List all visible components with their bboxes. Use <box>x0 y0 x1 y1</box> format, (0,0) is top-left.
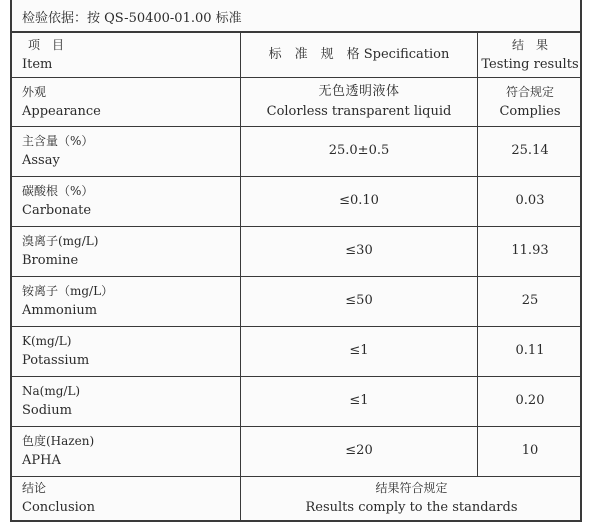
spec-cell: 25.0±0.5 <box>241 126 478 176</box>
test-basis: 检验依据：按 QS-50400-01.00 标准 <box>12 0 580 33</box>
item-cell <box>12 226 241 276</box>
item-cell <box>12 426 241 476</box>
table-row <box>12 226 582 276</box>
item-name-en: Assay <box>22 153 60 168</box>
table-row <box>12 276 582 326</box>
conclusion-text <box>241 476 583 520</box>
conclusion-row <box>12 476 582 520</box>
header-row <box>12 33 582 77</box>
result-cell: 25 <box>478 276 583 326</box>
item-cell <box>12 326 241 376</box>
test-report-sheet <box>10 0 582 522</box>
item-name-en: Appearance <box>22 103 101 119</box>
item-header-en: Item <box>22 56 53 72</box>
item-name-zh: 铵离子（mg/L） <box>22 284 114 298</box>
table-row <box>12 426 582 476</box>
item-cell <box>12 176 241 226</box>
item-name-zh: 碳酸根（%） <box>22 184 94 198</box>
table-row <box>12 326 582 376</box>
item-cell <box>12 126 241 176</box>
item-name-zh: Na(mg/L) <box>22 384 81 398</box>
result-cell: 0.03 <box>478 176 583 226</box>
result-header <box>478 33 583 77</box>
item-name-zh: 色度(Hazen) <box>22 434 95 448</box>
conclusion-label-zh: 结论 <box>22 481 47 496</box>
spec-cell <box>241 77 478 126</box>
spec-cell: ≤0.10 <box>241 176 478 226</box>
conclusion-text-zh: 结果符合规定 <box>375 481 448 496</box>
item-header <box>12 33 241 77</box>
spec-en: Colorless transparent liquid <box>266 103 452 119</box>
item-name-en: Potassium <box>22 353 90 368</box>
result-cell: 11.93 <box>478 226 583 276</box>
result-cell <box>478 77 583 126</box>
item-name-en: APHA <box>22 453 61 468</box>
item-header-zh: 项 目 <box>28 37 65 52</box>
result-en: Complies <box>499 103 561 119</box>
item-cell <box>12 376 241 426</box>
item-name-zh: K(mg/L) <box>22 334 72 348</box>
result-zh: 符合规定 <box>505 84 554 99</box>
result-cell: 0.11 <box>478 326 583 376</box>
spec-header: 标 准 规 格 Specification <box>241 33 478 77</box>
item-cell <box>12 276 241 326</box>
item-name-zh: 主含量（%） <box>22 134 94 148</box>
result-cell: 10 <box>478 426 583 476</box>
spec-cell: ≤1 <box>241 376 478 426</box>
result-cell: 25.14 <box>478 126 583 176</box>
item-name-en: Ammonium <box>22 303 98 318</box>
results-table <box>12 33 582 520</box>
spec-cell: ≤1 <box>241 326 478 376</box>
item-name-en: Bromine <box>22 253 79 268</box>
conclusion-text-en: Results comply to the standards <box>305 500 518 516</box>
table-row <box>12 77 582 126</box>
spec-cell: ≤50 <box>241 276 478 326</box>
result-header-zh: 结 果 <box>511 37 548 52</box>
item-name-zh: 外观 <box>22 84 47 99</box>
result-cell: 0.20 <box>478 376 583 426</box>
item-name-en: Sodium <box>22 403 72 418</box>
table-row <box>12 376 582 426</box>
spec-cell: ≤30 <box>241 226 478 276</box>
spec-cell: ≤20 <box>241 426 478 476</box>
spec-zh: 无色透明液体 <box>318 83 400 99</box>
item-cell <box>12 77 241 126</box>
result-header-en: Testing results <box>481 56 579 72</box>
table-row <box>12 126 582 176</box>
conclusion-label <box>12 476 241 520</box>
conclusion-label-en: Conclusion <box>22 500 95 516</box>
item-name-en: Carbonate <box>22 203 92 218</box>
table-row <box>12 176 582 226</box>
item-name-zh: 溴离子(mg/L) <box>22 234 99 248</box>
